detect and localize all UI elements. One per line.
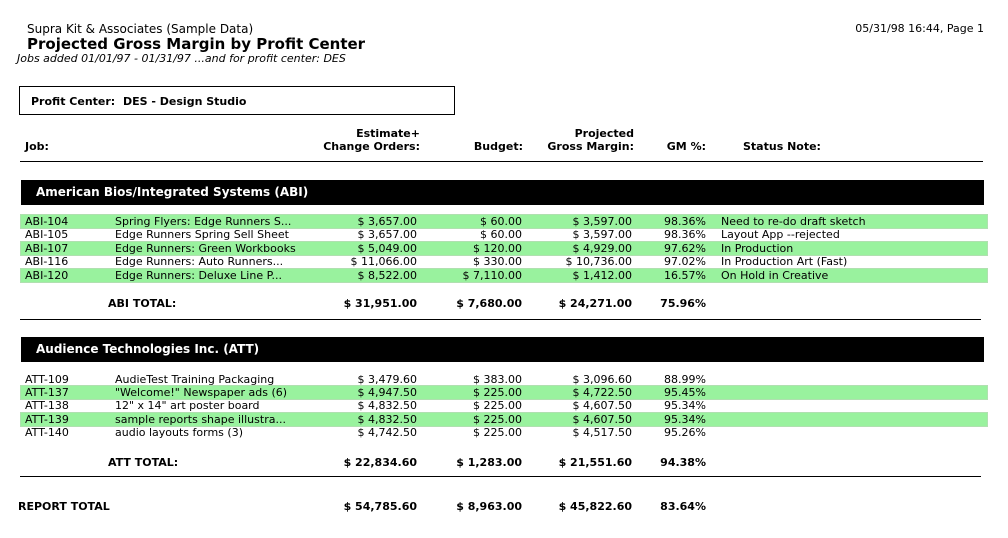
col-header-gm-2: Gross Margin: <box>547 140 634 153</box>
total-gross-margin: $ 21,551.60 <box>558 456 632 469</box>
report-total-gross-margin: $ 45,822.60 <box>558 500 632 513</box>
job-desc: AudieTest Training Packaging <box>115 373 275 386</box>
table-row[interactable] <box>21 373 987 386</box>
total-estimate: $ 22,834.60 <box>343 456 417 469</box>
job-id: ATT-139 <box>25 413 69 426</box>
group-total-att <box>21 456 987 470</box>
job-desc: Edge Runners: Auto Runners... <box>115 255 284 268</box>
group-total-abi <box>21 297 987 311</box>
gross-margin: $ 4,517.50 <box>572 426 632 439</box>
group-header-att: Audience Technologies Inc. (ATT) <box>21 337 984 362</box>
status-note: Need to re-do draft sketch <box>721 215 866 228</box>
budget: $ 330.00 <box>473 255 522 268</box>
gm-pct: 98.36% <box>664 215 706 228</box>
budget: $ 383.00 <box>473 373 522 386</box>
report-total-budget: $ 8,963.00 <box>456 500 522 513</box>
budget: $ 7,110.00 <box>462 269 522 282</box>
total-gross-margin: $ 24,271.00 <box>558 297 632 310</box>
gross-margin: $ 4,929.00 <box>572 242 632 255</box>
job-desc: Edge Runners: Deluxe Line P... <box>115 269 282 282</box>
col-header-estimate-2: Change Orders: <box>323 140 420 153</box>
status-note: In Production Art (Fast) <box>721 255 848 268</box>
total-label: ATT TOTAL: <box>108 456 179 469</box>
report-timestamp: 05/31/98 16:44, Page 1 <box>855 22 984 35</box>
col-header-status: Status Note: <box>743 140 821 153</box>
job-desc: Spring Flyers: Edge Runners S... <box>115 215 292 228</box>
table-row[interactable] <box>21 215 987 228</box>
status-note: On Hold in Creative <box>721 269 829 282</box>
status-note: Layout App --rejected <box>721 228 840 241</box>
gm-pct: 95.34% <box>664 413 706 426</box>
job-id: ABI-120 <box>25 269 69 282</box>
group-divider <box>20 319 981 320</box>
budget: $ 60.00 <box>480 228 522 241</box>
table-row[interactable] <box>21 242 987 255</box>
company-name: Supra Kit & Associates (Sample Data) <box>27 22 254 36</box>
gm-pct: 16.57% <box>664 269 706 282</box>
estimate: $ 4,947.50 <box>357 386 417 399</box>
estimate: $ 4,832.50 <box>357 413 417 426</box>
gross-margin: $ 4,607.50 <box>572 413 632 426</box>
estimate: $ 4,742.50 <box>357 426 417 439</box>
job-id: ATT-109 <box>25 373 69 386</box>
report-total <box>0 500 987 514</box>
report-total-label: REPORT TOTAL <box>18 500 110 513</box>
table-row[interactable] <box>21 269 987 282</box>
job-desc: sample reports shape illustra... <box>115 413 286 426</box>
profit-center-label: Profit Center: <box>31 95 116 108</box>
budget: $ 225.00 <box>473 413 522 426</box>
total-budget: $ 7,680.00 <box>456 297 522 310</box>
job-id: ATT-140 <box>25 426 69 439</box>
budget: $ 120.00 <box>473 242 522 255</box>
gm-pct: 95.34% <box>664 399 706 412</box>
total-gm-pct: 75.96% <box>660 297 706 310</box>
table-row[interactable] <box>21 386 987 399</box>
gm-pct: 97.02% <box>664 255 706 268</box>
estimate: $ 4,832.50 <box>357 399 417 412</box>
budget: $ 60.00 <box>480 215 522 228</box>
estimate: $ 3,657.00 <box>357 228 417 241</box>
header-divider <box>20 161 983 162</box>
budget: $ 225.00 <box>473 399 522 412</box>
job-id: ABI-104 <box>25 215 69 228</box>
report-subtitle: Jobs added 01/01/97 - 01/31/97 ...and for profit center: DES <box>17 52 346 65</box>
table-row[interactable] <box>21 228 987 241</box>
job-desc: Edge Runners: Green Workbooks <box>115 242 296 255</box>
total-estimate: $ 31,951.00 <box>343 297 417 310</box>
total-label: ABI TOTAL: <box>108 297 177 310</box>
col-header-job: Job: <box>25 140 49 153</box>
estimate: $ 11,066.00 <box>350 255 417 268</box>
report-total-estimate: $ 54,785.60 <box>343 500 417 513</box>
budget: $ 225.00 <box>473 426 522 439</box>
job-id: ABI-107 <box>25 242 69 255</box>
gross-margin: $ 4,722.50 <box>572 386 632 399</box>
gm-pct: 98.36% <box>664 228 706 241</box>
col-header-budget: Budget: <box>473 140 523 153</box>
table-row[interactable] <box>21 399 987 412</box>
budget: $ 225.00 <box>473 386 522 399</box>
table-row[interactable] <box>21 413 987 426</box>
report-total-gm-pct: 83.64% <box>660 500 706 513</box>
estimate: $ 5,049.00 <box>357 242 417 255</box>
group-divider <box>20 476 981 477</box>
gm-pct: 95.45% <box>664 386 706 399</box>
gross-margin: $ 4,607.50 <box>572 399 632 412</box>
job-id: ATT-138 <box>25 399 69 412</box>
estimate: $ 3,657.00 <box>357 215 417 228</box>
job-id: ATT-137 <box>25 386 69 399</box>
estimate: $ 8,522.00 <box>357 269 417 282</box>
col-header-estimate-1: Estimate+ <box>356 127 420 140</box>
job-desc: audio layouts forms (3) <box>115 426 243 439</box>
gm-pct: 95.26% <box>664 426 706 439</box>
gross-margin: $ 1,412.00 <box>572 269 632 282</box>
job-id: ABI-116 <box>25 255 69 268</box>
gross-margin: $ 10,736.00 <box>565 255 632 268</box>
report-title: Projected Gross Margin by Profit Center <box>27 35 366 53</box>
total-budget: $ 1,283.00 <box>456 456 522 469</box>
job-desc: "Welcome!" Newspaper ads (6) <box>115 386 288 399</box>
job-desc: Edge Runners Spring Sell Sheet <box>115 228 289 241</box>
gross-margin: $ 3,096.60 <box>572 373 632 386</box>
gross-margin: $ 3,597.00 <box>572 228 632 241</box>
gross-margin: $ 3,597.00 <box>572 215 632 228</box>
col-header-gm-1: Projected <box>574 127 634 140</box>
table-row[interactable] <box>21 255 987 268</box>
table-row[interactable] <box>21 426 987 439</box>
gm-pct: 97.62% <box>664 242 706 255</box>
job-id: ABI-105 <box>25 228 69 241</box>
profit-center-value: DES - Design Studio <box>123 95 247 108</box>
group-header-abi: American Bios/Integrated Systems (ABI) <box>21 180 984 205</box>
total-gm-pct: 94.38% <box>660 456 706 469</box>
col-header-gm-pct: GM %: <box>666 140 706 153</box>
estimate: $ 3,479.60 <box>357 373 417 386</box>
status-note: In Production <box>721 242 794 255</box>
job-desc: 12" x 14" art poster board <box>115 399 260 412</box>
gm-pct: 88.99% <box>664 373 706 386</box>
